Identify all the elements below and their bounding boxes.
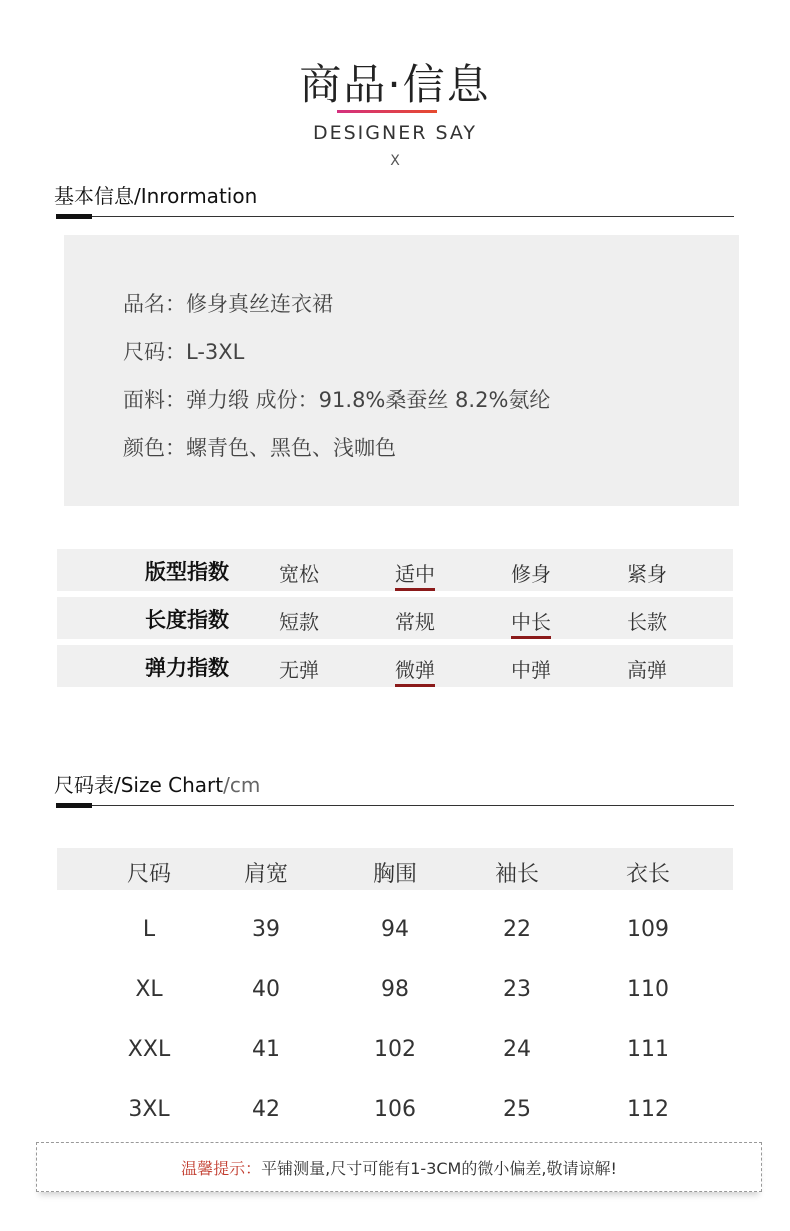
- size-chart-unit: /cm: [223, 773, 261, 797]
- product-info-box: [64, 235, 739, 506]
- basic-info-divider-accent: [56, 214, 92, 219]
- table-cell: 111: [627, 1037, 669, 1062]
- table-cell: 109: [627, 917, 669, 942]
- table-cell: 106: [374, 1097, 416, 1122]
- fit-index-row: [57, 549, 733, 591]
- notice-line: [37, 1156, 761, 1179]
- length-option: 长款: [627, 610, 667, 634]
- table-cell: 41: [252, 1037, 280, 1062]
- measurement-notice: [36, 1142, 762, 1192]
- length-index-label: 长度指数: [145, 608, 229, 632]
- table-cell: 98: [381, 977, 409, 1002]
- size-chart-divider-accent: [56, 803, 92, 808]
- table-header-cell: 胸围: [372, 862, 417, 887]
- table-cell: XL: [135, 977, 163, 1002]
- info-size-range: 尺码：L-3XL: [123, 340, 245, 364]
- basic-info-divider: [56, 216, 734, 217]
- table-cell: L: [142, 917, 156, 942]
- size-chart-divider: [56, 805, 734, 806]
- info-fabric: 面料：弹力缎 成份：91.8%桑蚕丝 8.2%氨纶: [123, 388, 551, 412]
- page-subtitle: DESIGNER SAY: [312, 122, 478, 144]
- table-cell: 39: [252, 917, 280, 942]
- table-header-cell: 袖长: [494, 862, 539, 887]
- table-cell: 110: [627, 977, 669, 1002]
- fit-option: 修身: [511, 562, 551, 586]
- table-cell: 23: [503, 977, 531, 1002]
- table-cell: 22: [503, 917, 531, 942]
- table-cell: 112: [627, 1097, 669, 1122]
- stretch-index-label: 弹力指数: [145, 656, 229, 680]
- table-cell: 102: [374, 1037, 416, 1062]
- title-accent-bar: [337, 110, 437, 113]
- subtitle-mark: X: [390, 153, 400, 169]
- length-index-row: [57, 597, 733, 639]
- stretch-option: 无弹: [279, 658, 319, 682]
- stretch-option-selected: 微弹: [395, 654, 435, 687]
- table-cell: 42: [252, 1097, 280, 1122]
- table-cell: 24: [503, 1037, 531, 1062]
- length-option-selected: 中长: [511, 606, 551, 639]
- fit-option: 紧身: [627, 562, 667, 586]
- notice-text: 平铺测量,尺寸可能有1-3CM的微小偏差,敬请谅解!: [261, 1159, 617, 1178]
- table-header-cell: 衣长: [625, 862, 670, 887]
- page-title: 商品·信息: [299, 60, 491, 109]
- table-cell: 3XL: [128, 1097, 170, 1122]
- info-colors: 颜色：螺青色、黑色、浅咖色: [123, 436, 396, 460]
- fit-option-selected: 适中: [395, 558, 435, 591]
- table-cell: XXL: [127, 1037, 171, 1062]
- stretch-index-row: [57, 645, 733, 687]
- size-chart-heading: [54, 769, 260, 798]
- table-cell: 94: [381, 917, 409, 942]
- table-header-cell: 肩宽: [243, 862, 288, 887]
- table-cell: 25: [503, 1097, 531, 1122]
- basic-info-heading: 基本信息/Inrormation: [54, 184, 258, 208]
- notice-label: 温馨提示：: [181, 1159, 262, 1178]
- length-option: 短款: [279, 610, 319, 634]
- table-cell: 40: [252, 977, 280, 1002]
- size-chart-heading-text: 尺码表/Size Chart: [54, 773, 224, 797]
- stretch-option: 中弹: [511, 658, 551, 682]
- fit-option: 宽松: [279, 562, 319, 586]
- table-header-cell: 尺码: [126, 862, 171, 887]
- length-option: 常规: [395, 610, 435, 634]
- stretch-option: 高弹: [627, 658, 667, 682]
- info-product-name: 品名：修身真丝连衣裙: [123, 292, 333, 316]
- fit-index-label: 版型指数: [145, 560, 229, 584]
